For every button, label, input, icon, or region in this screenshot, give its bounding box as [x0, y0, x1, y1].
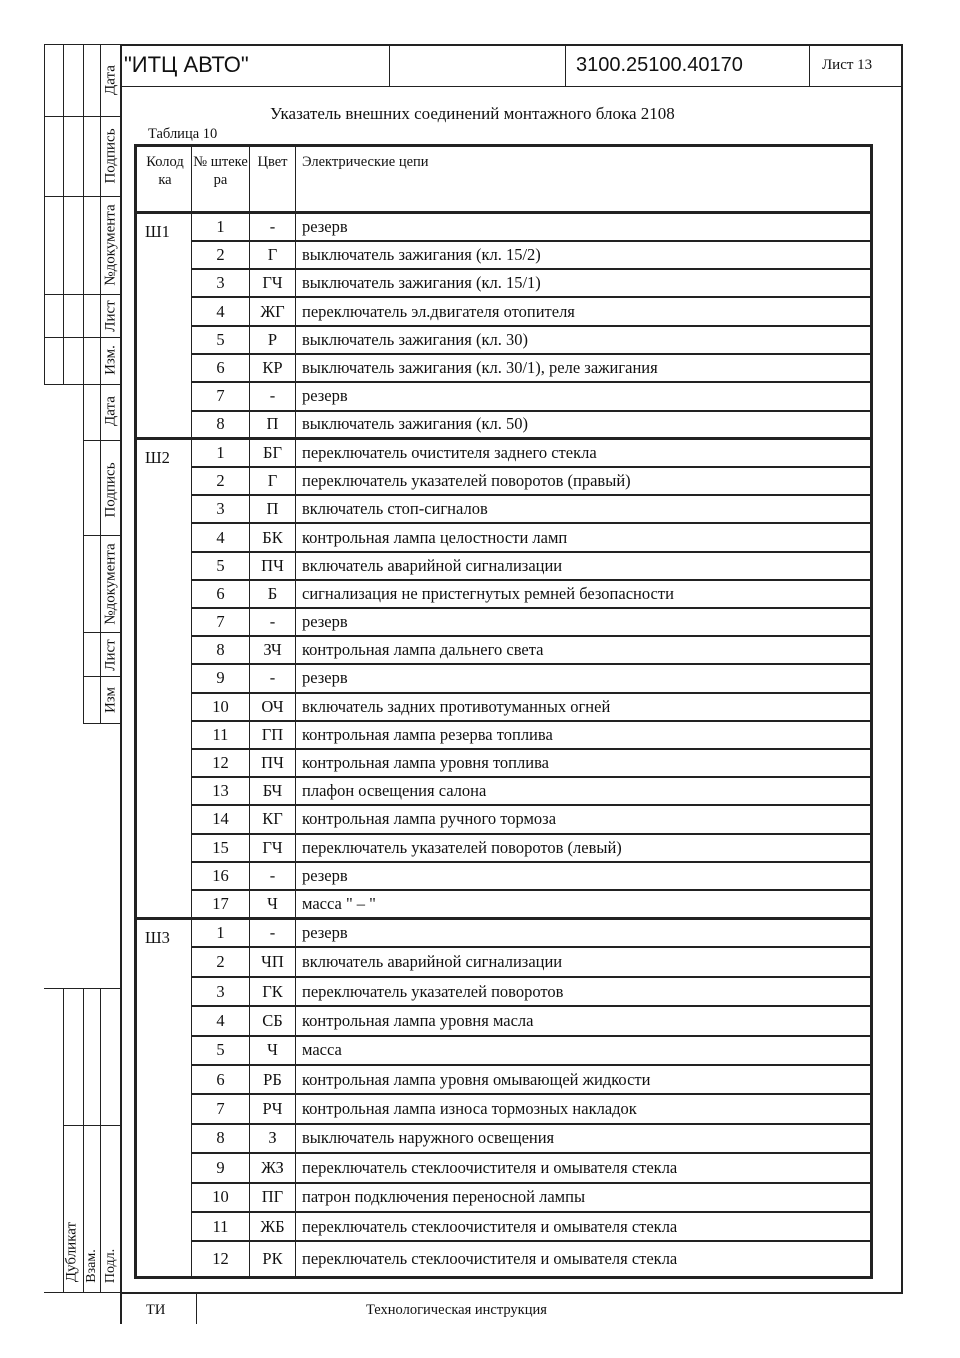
wire-color: ПГ: [250, 1183, 296, 1212]
stamp-mid-sheet: Лист: [102, 639, 119, 671]
pin-number: 4: [192, 1006, 250, 1035]
table-row: [136, 805, 872, 833]
wire-color: Г: [250, 241, 296, 269]
pin-number: 8: [192, 411, 250, 439]
pin-number: 15: [192, 834, 250, 862]
wire-color: ГК: [250, 977, 296, 1006]
wire-color: ПЧ: [250, 552, 296, 580]
header-empty-cell: [390, 44, 566, 86]
wire-color: Б: [250, 580, 296, 608]
connector-group: [136, 439, 872, 918]
pin-number: 3: [192, 977, 250, 1006]
wire-color: П: [250, 411, 296, 439]
table-row: [136, 213, 872, 241]
circuit-description: сигнализация не пристегнутых ремней безопасности: [296, 580, 872, 608]
stamp-top-date: Дата: [102, 65, 119, 95]
pin-number: 3: [192, 269, 250, 297]
pin-number: 8: [192, 636, 250, 664]
circuit-description: контрольная лампа дальнего света: [296, 636, 872, 664]
wire-color: -: [250, 862, 296, 890]
circuit-description: переключатель указателей поворотов (правый): [296, 467, 872, 495]
circuit-description: переключатель стеклоочистителя и омывателя стекла: [296, 1212, 872, 1241]
wire-color: КР: [250, 354, 296, 382]
circuit-description: выключатель зажигания (кл. 50): [302, 414, 528, 434]
circuit-description: контрольная лампа целостности ламп: [296, 523, 872, 551]
connector-label: Ш2: [136, 439, 192, 918]
circuit-description: выключатель наружного освещения: [296, 1124, 872, 1153]
wire-color: ПЧ: [250, 749, 296, 777]
wire-color: РК: [250, 1241, 296, 1277]
circuit-description: резерв: [296, 664, 872, 692]
wire-color: ЗЧ: [250, 636, 296, 664]
wire-color: -: [250, 382, 296, 410]
circuit-description: выключатель зажигания (кл. 15/2): [296, 241, 872, 269]
circuit-description: масса " – ": [302, 893, 376, 913]
pin-number: 7: [192, 608, 250, 636]
circuit-description: резерв: [296, 608, 872, 636]
connections-table: [134, 144, 873, 1279]
table-row: [136, 890, 872, 918]
pin-number: 3: [192, 495, 250, 523]
wire-color: ЧП: [250, 947, 296, 976]
table-row: [136, 411, 872, 439]
table-row: [136, 1094, 872, 1123]
stamp-mid-signature: Подпись: [102, 462, 119, 518]
pin-number: 1: [192, 918, 250, 947]
col-header-connector: Колод ка: [136, 146, 192, 213]
circuit-description: резерв: [296, 862, 872, 890]
table-row: [136, 552, 872, 580]
circuit-description: контрольная лампа износа тормозных накладок: [296, 1094, 872, 1123]
circuit-description: включатель стоп-сигналов: [296, 495, 872, 523]
wire-color: ГП: [250, 721, 296, 749]
circuit-description: выключатель зажигания (кл. 30/1), реле зажигания: [296, 354, 872, 382]
pin-number: 11: [192, 1212, 250, 1241]
table-row: [136, 326, 872, 354]
circuit-description: плафон освещения салона: [296, 777, 872, 805]
wire-color: ОЧ: [250, 693, 296, 721]
company-name: "ИТЦ АВТО": [122, 44, 390, 86]
pin-number: 2: [192, 241, 250, 269]
stamp-replace: Взам.: [84, 1249, 99, 1283]
wire-color: Г: [250, 467, 296, 495]
table-row: [136, 636, 872, 664]
table-row: [136, 721, 872, 749]
table-row: [136, 354, 872, 382]
wire-color: -: [250, 918, 296, 947]
circuit-description: резерв: [296, 382, 872, 410]
circuit-description: выключатель зажигания (кл. 15/1): [296, 269, 872, 297]
wire-color: Р: [250, 326, 296, 354]
pin-number: 7: [192, 1094, 250, 1123]
pin-number: 6: [192, 1065, 250, 1094]
wire-color: РБ: [250, 1065, 296, 1094]
pin-number: 4: [192, 523, 250, 551]
connector-label: Ш3: [136, 918, 192, 1277]
stamp-mid-date: Дата: [102, 396, 119, 426]
table-row: [136, 862, 872, 890]
circuit-description: выключатель зажигания (кл. 30): [296, 326, 872, 354]
table-row: [136, 241, 872, 269]
pin-number: 4: [192, 297, 250, 325]
stamp-original: Подл.: [103, 1248, 118, 1284]
circuit-description: контрольная лампа уровня омывающей жидкости: [296, 1065, 872, 1094]
col-header-color: Цвет: [250, 146, 296, 213]
pin-number: 11: [192, 721, 250, 749]
wire-color: ГЧ: [250, 269, 296, 297]
pin-number: 17: [192, 890, 250, 918]
wire-color: П: [250, 495, 296, 523]
wire-color: РЧ: [250, 1094, 296, 1123]
table-row: [136, 382, 872, 410]
circuit-description: контрольная лампа уровня масла: [296, 1006, 872, 1035]
table-row: [136, 918, 872, 947]
circuit-description: переключатель указателей поворотов: [296, 977, 872, 1006]
circuit-description: резерв: [296, 918, 872, 947]
table-row: [136, 1036, 872, 1065]
page-title: Указатель внешних соединений монтажного блока 2108: [270, 104, 675, 123]
circuit-description: патрон подключения переносной лампы: [296, 1183, 872, 1212]
pin-number: 2: [192, 947, 250, 976]
wire-color: БЧ: [250, 777, 296, 805]
circuit-description: переключатель эл.двигателя отопителя: [296, 297, 872, 325]
circuit-description: масса: [296, 1036, 872, 1065]
sheet-number: Лист 13: [822, 56, 873, 73]
table-row: [136, 523, 872, 551]
stamp-top-signature: Подпись: [102, 128, 119, 184]
circuit-description: переключатель стеклоочистителя и омывателя стекла: [296, 1153, 872, 1182]
table-row: [136, 495, 872, 523]
stamp-top-docnum: №документа: [102, 204, 119, 286]
table-row: [136, 269, 872, 297]
pin-number: 9: [192, 1153, 250, 1182]
table-row: [136, 749, 872, 777]
wire-color: БК: [250, 523, 296, 551]
pin-number: 8: [192, 1124, 250, 1153]
wire-color: ЖГ: [250, 297, 296, 325]
pin-number: 6: [192, 354, 250, 382]
table-label: Таблица 10: [148, 126, 218, 142]
table-row: [136, 777, 872, 805]
pin-number: 9: [192, 664, 250, 692]
circuit-description: включатель аварийной сигнализации: [296, 552, 872, 580]
table-row: [136, 977, 872, 1006]
table-row: [136, 580, 872, 608]
wire-color: Ч: [250, 890, 296, 918]
pin-number: 10: [192, 693, 250, 721]
pin-number: 5: [192, 326, 250, 354]
wire-color: Ч: [250, 1036, 296, 1065]
circuit-description: переключатель стеклоочистителя и омывателя стекла: [302, 1249, 678, 1269]
table-row: [136, 1241, 872, 1277]
table-row: [136, 439, 872, 467]
stamp-duplicate: Дубликат: [63, 1221, 80, 1283]
connector-group: [136, 213, 872, 439]
pin-number: 10: [192, 1183, 250, 1212]
circuit-description: резерв: [296, 213, 872, 241]
table-row: [136, 297, 872, 325]
circuit-description: контрольная лампа уровня топлива: [296, 749, 872, 777]
table-row: [136, 1006, 872, 1035]
table-row: [136, 947, 872, 976]
pin-number: 5: [192, 1036, 250, 1065]
table-row: [136, 1065, 872, 1094]
table-row: [136, 1183, 872, 1212]
wire-color: КГ: [250, 805, 296, 833]
table-row: [136, 1124, 872, 1153]
circuit-description: переключатель указателей поворотов (левый): [296, 834, 872, 862]
stamp-mid-docnum: №документа: [102, 543, 119, 625]
table-row: [136, 834, 872, 862]
pin-number: 1: [192, 439, 250, 467]
wire-color: ЖБ: [250, 1212, 296, 1241]
footer-code: ТИ: [146, 1302, 166, 1318]
wire-color: -: [250, 664, 296, 692]
pin-number: 6: [192, 580, 250, 608]
table-row: [136, 1212, 872, 1241]
pin-number: 2: [192, 467, 250, 495]
pin-number: 16: [192, 862, 250, 890]
circuit-description: контрольная лампа ручного тормоза: [296, 805, 872, 833]
wire-color: -: [250, 608, 296, 636]
wire-color: БГ: [250, 439, 296, 467]
stamp-mid-change: Изм: [102, 686, 119, 714]
circuit-description: включатель аварийной сигнализации: [296, 947, 872, 976]
circuit-description: контрольная лампа резерва топлива: [296, 721, 872, 749]
wire-color: -: [250, 213, 296, 241]
col-header-circuit: Электрические цепи: [302, 154, 429, 170]
circuit-description: переключатель очистителя заднего стекла: [296, 439, 872, 467]
connector-group: [136, 918, 872, 1277]
table-row: [136, 693, 872, 721]
table-row: [136, 664, 872, 692]
footer-title: Технологическая инструкция: [366, 1302, 547, 1318]
pin-number: 7: [192, 382, 250, 410]
pin-number: 1: [192, 213, 250, 241]
wire-color: З: [250, 1124, 296, 1153]
document-number: 3100.25100.40170: [566, 44, 810, 86]
pin-number: 12: [192, 1241, 250, 1277]
wire-color: СБ: [250, 1006, 296, 1035]
wire-color: ГЧ: [250, 834, 296, 862]
wire-color: ЖЗ: [250, 1153, 296, 1182]
col-header-pin: № штеке ра: [192, 146, 250, 213]
table-row: [136, 467, 872, 495]
pin-number: 14: [192, 805, 250, 833]
table-row: [136, 608, 872, 636]
pin-number: 12: [192, 749, 250, 777]
stamp-top-change: Изм.: [102, 345, 119, 375]
pin-number: 13: [192, 777, 250, 805]
stamp-top-sheet: Лист: [102, 300, 119, 332]
table-row: [136, 1153, 872, 1182]
connector-label: Ш1: [136, 213, 192, 439]
circuit-description: включатель задних противотуманных огней: [296, 693, 872, 721]
pin-number: 5: [192, 552, 250, 580]
